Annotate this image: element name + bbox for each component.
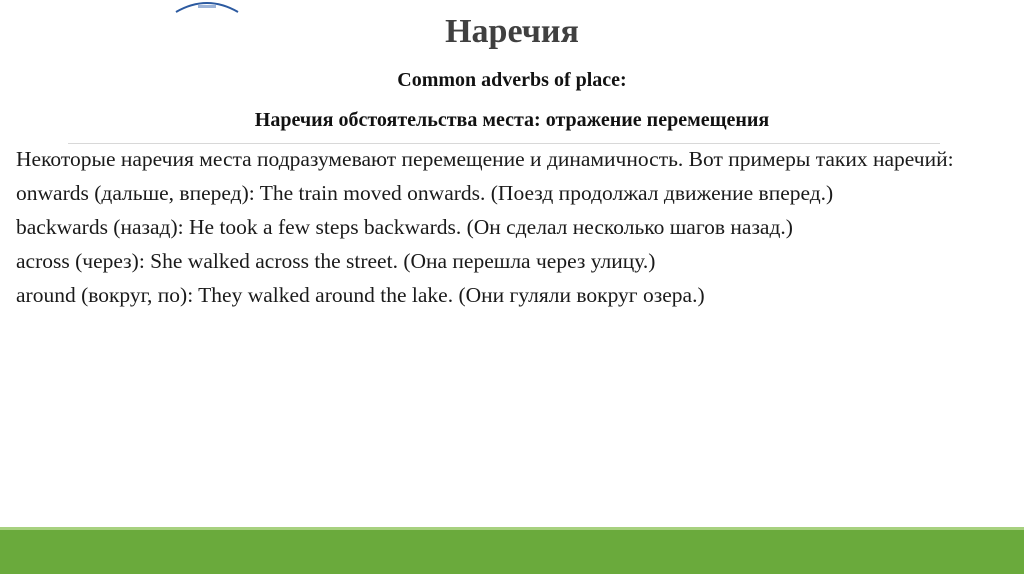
body-paragraph-backwards: backwards (назад): He took a few steps backwards. (Он сделал несколько шагов назад.) bbox=[16, 215, 793, 239]
body-paragraph-around: around (вокруг, по): They walked around the lake. (Они гуляли вокруг озера.) bbox=[16, 283, 705, 307]
slide-title: Наречия bbox=[445, 13, 579, 50]
body-paragraph-across: across (через): She walked across the street. (Она перешла через улицу.) bbox=[16, 249, 656, 273]
divider bbox=[68, 143, 940, 144]
slide-body bbox=[16, 146, 976, 316]
body-paragraph-intro: Некоторые наречия места подразумевают перемещение и динамичность. Вот примеры таких наречий: bbox=[16, 147, 954, 171]
slide-subtitle-ru: Наречия обстоятельства места: отражение перемещения bbox=[254, 109, 770, 131]
footer-bar bbox=[0, 530, 1024, 574]
slide-subtitle: Common adverbs of place: bbox=[397, 69, 627, 91]
body-paragraph-onwards: onwards (дальше, вперед): The train moved onwards. (Поезд продолжал движение вперед.) bbox=[16, 181, 834, 205]
